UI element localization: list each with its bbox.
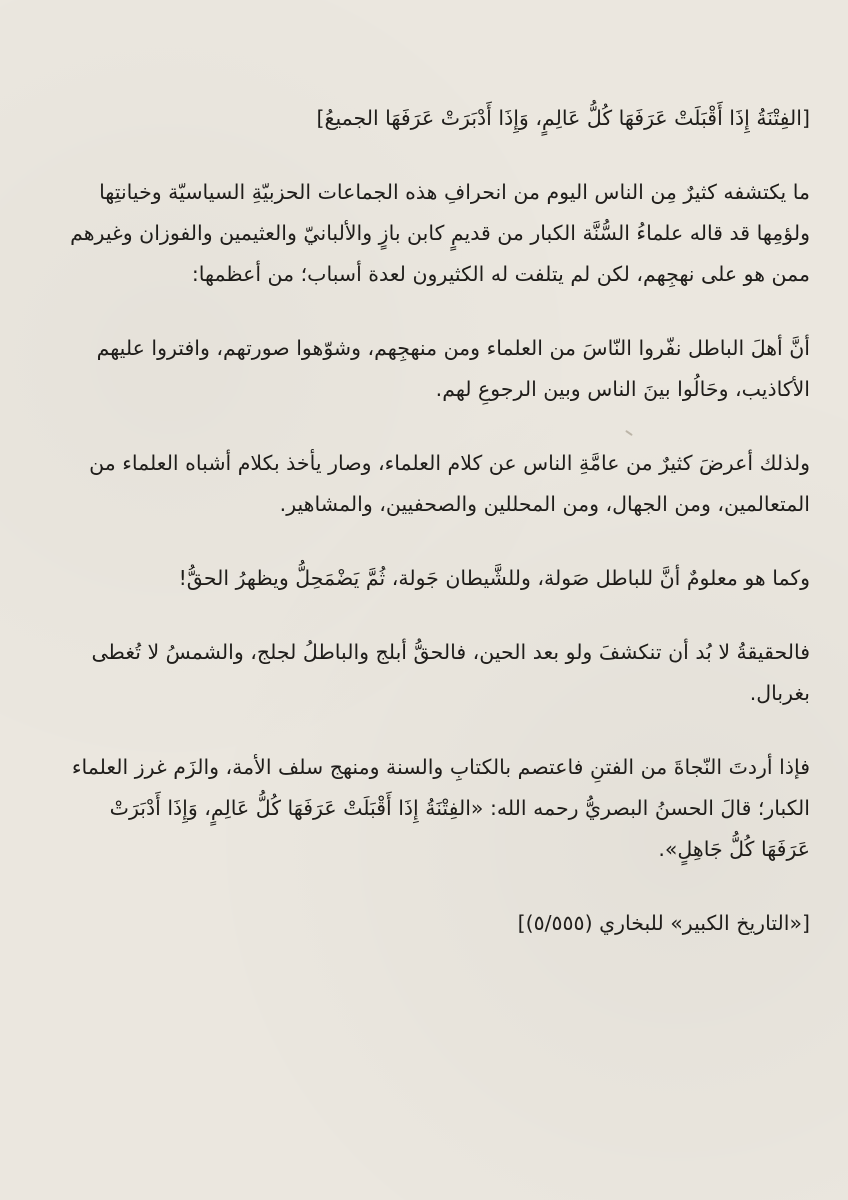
text-line: وكما هو معلومٌ أنَّ للباطل صَولة، وللشَّيطان جَولة، ثُمَّ يَضْمَحِلُّ ويظهرُ الحقُّ!: [178, 566, 810, 590]
text-line: فالحقيقةُ لا بُد أن تنكشفَ ولو بعد الحين، فالحقُّ أبلج والباطلُ لجلج، والشمسُ لا تُغطى: [91, 640, 810, 664]
falsehood-paragraph: [90, 558, 810, 599]
text-line: ما يكتشفه كثيرٌ مِن الناس اليوم من انحرافِ هذه الجماعات الحزبيّةِ السياسيّة وخيانتِها: [99, 180, 810, 204]
text-line: المتعالمين، ومن الجهال، ومن المحللين والصحفيين، والمشاهير.: [279, 492, 810, 516]
text-line: الكبار؛ قالَ الحسنُ البصريُّ رحمه الله: «الفِتْنَةُ إِذَا أَقْبَلَتْ عَرَفَهَا كُلُّ عَالِمٍ، وَإِذَا أَدْبَرَتْ: [109, 796, 810, 820]
intro-paragraph: [70, 172, 810, 295]
reason-paragraph: [90, 328, 810, 410]
citation-paragraph: [90, 903, 810, 944]
advice-paragraph: [71, 747, 810, 870]
consequence-paragraph: [90, 443, 810, 525]
text-line: ممن هو على نهجِهم، لكن لم يتلفت له الكثيرون لعدة أسباب؛ من أعظمها:: [191, 262, 810, 286]
title-quote-paragraph: [90, 98, 810, 139]
citation-line: [«التاريخ الكبير» للبخاري (٥/٥٥٥)]: [517, 911, 810, 935]
text-line: عَرَفَهَا كُلُّ جَاهِلٍ».: [658, 837, 810, 861]
text-line: ولذلك أعرضَ كثيرٌ من عامَّةِ الناس عن كلام العلماء، وصار يأخذ بكلام أشباه العلماء من: [89, 451, 810, 475]
article-text: [70, 98, 810, 944]
text-line: أنَّ أهلَ الباطل نفّروا النّاسَ من العلماء ومن منهجِهم، وشوّهوا صورتهم، وافتروا عليهم: [96, 336, 810, 360]
truth-paragraph: [90, 632, 810, 714]
text-line: بغربال.: [749, 681, 810, 705]
text-line: ولؤمِها قد قاله علماءُ السُّنَّة الكبار من قديمٍ كابن بازٍ والألبانيّ والعثيمين والفوزان وغيرهم: [70, 221, 810, 245]
text-line: فإذا أردتَ النّجاةَ من الفتنِ فاعتصم بالكتابِ والسنة ومنهج سلف الأمة، والزَم غرز العلماء: [71, 755, 810, 779]
text-line: الأكاذيب، وحَالُوا بينَ الناس وبين الرجوعِ لهم.: [435, 377, 810, 401]
text-line: [الفِتْنَةُ إِذَا أَقْبَلَتْ عَرَفَهَا كُلُّ عَالِمٍ، وَإِذَا أَدْبَرَتْ عَرَفَهَا الجميعُ]: [316, 106, 810, 130]
